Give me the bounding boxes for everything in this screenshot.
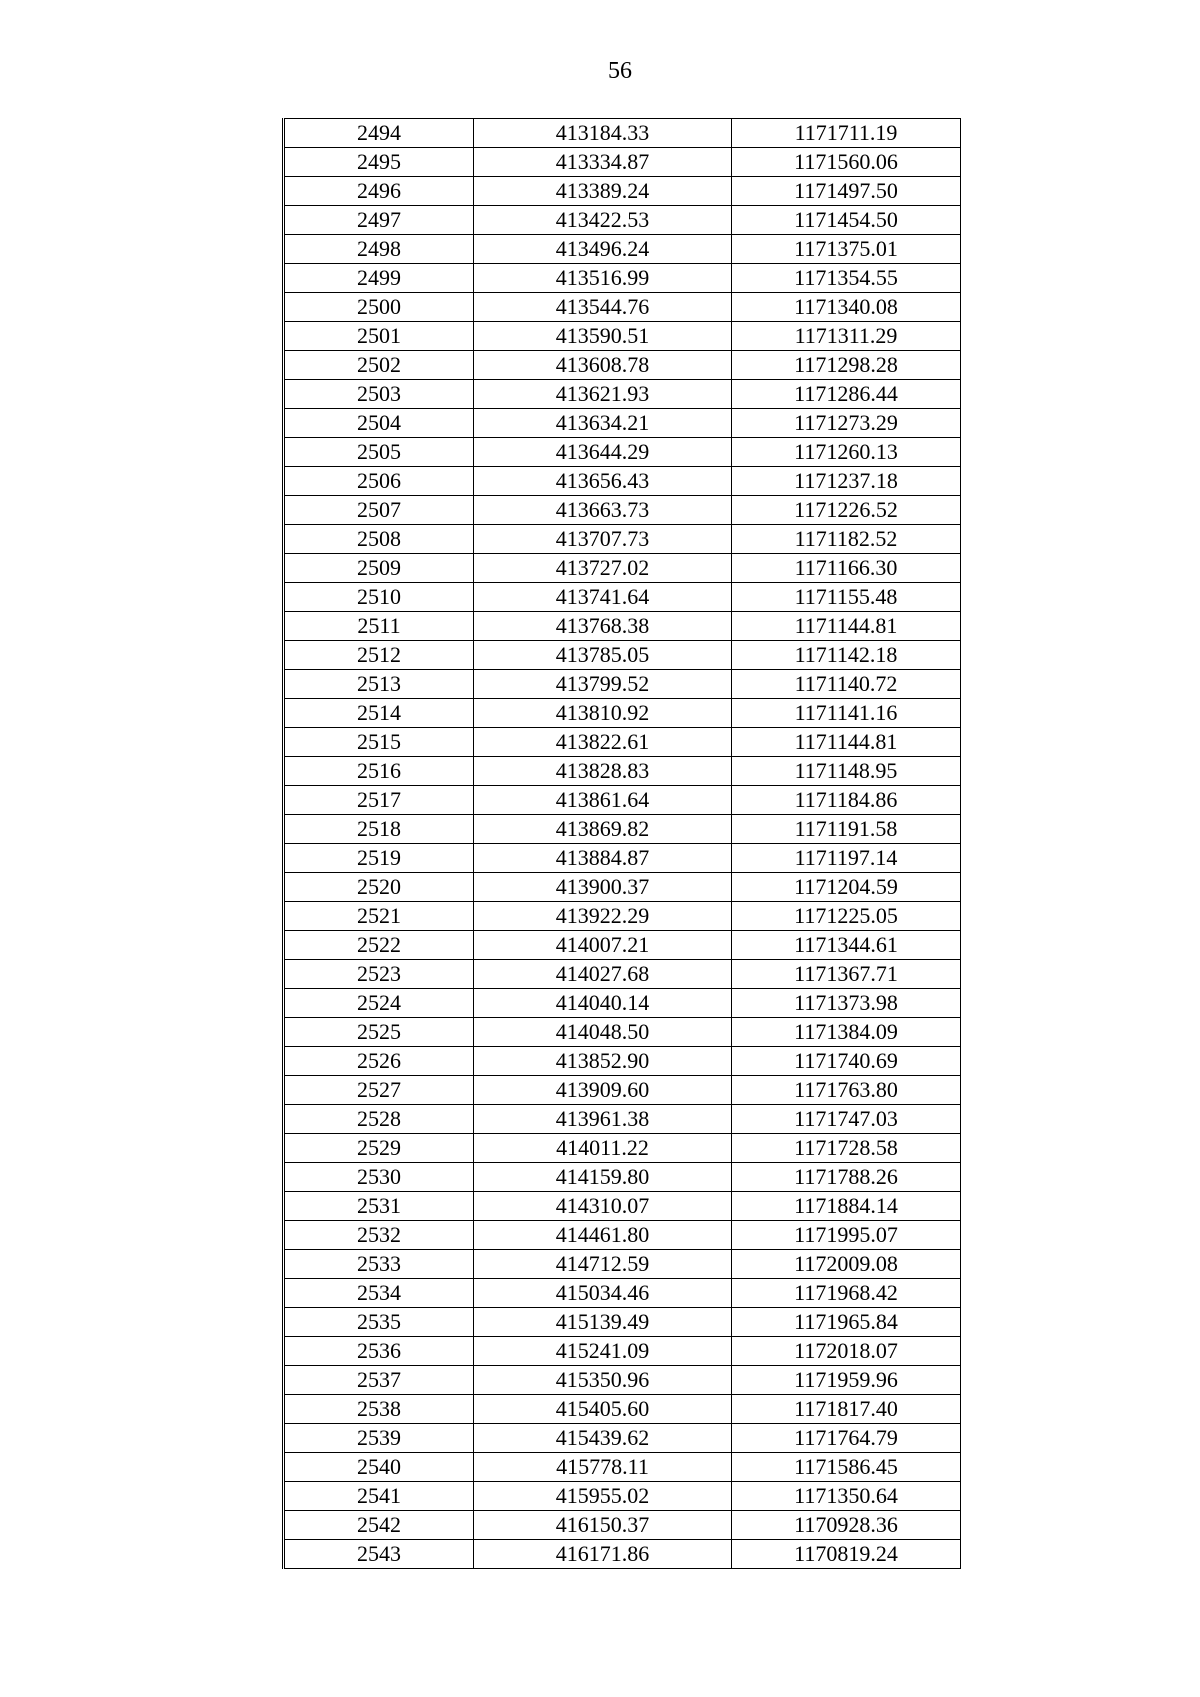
table-row: [284, 1511, 961, 1540]
y-coordinate-cell: 1171191.58: [732, 815, 961, 844]
y-coordinate-cell: 1171182.52: [732, 525, 961, 554]
point-number-cell: 2528: [284, 1105, 474, 1134]
x-coordinate-cell: 413663.73: [474, 496, 732, 525]
table-row: [284, 1076, 961, 1105]
x-coordinate-cell: 413810.92: [474, 699, 732, 728]
table-row: [284, 931, 961, 960]
point-number-cell: 2506: [284, 467, 474, 496]
x-coordinate-cell: 413544.76: [474, 293, 732, 322]
table-row: [284, 525, 961, 554]
page-number: 56: [608, 58, 632, 84]
x-coordinate-cell: 413334.87: [474, 148, 732, 177]
point-number-cell: 2527: [284, 1076, 474, 1105]
y-coordinate-cell: 1171273.29: [732, 409, 961, 438]
x-coordinate-cell: 414159.80: [474, 1163, 732, 1192]
coordinates-table: [282, 118, 961, 1569]
point-number-cell: 2518: [284, 815, 474, 844]
x-coordinate-cell: 413900.37: [474, 873, 732, 902]
point-number-cell: 2533: [284, 1250, 474, 1279]
x-coordinate-cell: 415405.60: [474, 1395, 732, 1424]
table-row: [284, 206, 961, 235]
x-coordinate-cell: 413389.24: [474, 177, 732, 206]
point-number-cell: 2495: [284, 148, 474, 177]
y-coordinate-cell: 1171586.45: [732, 1453, 961, 1482]
y-coordinate-cell: 1171764.79: [732, 1424, 961, 1453]
y-coordinate-cell: 1171141.16: [732, 699, 961, 728]
table-row: [284, 873, 961, 902]
point-number-cell: 2494: [284, 119, 474, 148]
table-row: [284, 989, 961, 1018]
point-number-cell: 2537: [284, 1366, 474, 1395]
x-coordinate-cell: 413727.02: [474, 554, 732, 583]
point-number-cell: 2543: [284, 1540, 474, 1569]
table-row: [284, 1047, 961, 1076]
table-body: [284, 119, 961, 1569]
y-coordinate-cell: 1171968.42: [732, 1279, 961, 1308]
table-row: [284, 1453, 961, 1482]
table-row: [284, 641, 961, 670]
x-coordinate-cell: 413516.99: [474, 264, 732, 293]
table-row: [284, 1279, 961, 1308]
point-number-cell: 2541: [284, 1482, 474, 1511]
x-coordinate-cell: 413852.90: [474, 1047, 732, 1076]
x-coordinate-cell: 413741.64: [474, 583, 732, 612]
point-number-cell: 2510: [284, 583, 474, 612]
y-coordinate-cell: 1171497.50: [732, 177, 961, 206]
table-row: [284, 235, 961, 264]
table-row: [284, 293, 961, 322]
table-row: [284, 1105, 961, 1134]
y-coordinate-cell: 1171959.96: [732, 1366, 961, 1395]
point-number-cell: 2521: [284, 902, 474, 931]
point-number-cell: 2499: [284, 264, 474, 293]
point-number-cell: 2501: [284, 322, 474, 351]
x-coordinate-cell: 413828.83: [474, 757, 732, 786]
table-row: [284, 757, 961, 786]
table-row: [284, 380, 961, 409]
x-coordinate-cell: 413799.52: [474, 670, 732, 699]
y-coordinate-cell: 1171354.55: [732, 264, 961, 293]
y-coordinate-cell: 1171226.52: [732, 496, 961, 525]
table-row: [284, 438, 961, 467]
x-coordinate-cell: 413608.78: [474, 351, 732, 380]
x-coordinate-cell: 413621.93: [474, 380, 732, 409]
y-coordinate-cell: 1171344.61: [732, 931, 961, 960]
point-number-cell: 2505: [284, 438, 474, 467]
y-coordinate-cell: 1171788.26: [732, 1163, 961, 1192]
table-row: [284, 264, 961, 293]
point-number-cell: 2512: [284, 641, 474, 670]
x-coordinate-cell: 413644.29: [474, 438, 732, 467]
point-number-cell: 2519: [284, 844, 474, 873]
table-row: [284, 728, 961, 757]
x-coordinate-cell: 415139.49: [474, 1308, 732, 1337]
table-row: [284, 670, 961, 699]
y-coordinate-cell: 1171384.09: [732, 1018, 961, 1047]
table-row: [284, 1395, 961, 1424]
table-row: [284, 554, 961, 583]
y-coordinate-cell: 1171817.40: [732, 1395, 961, 1424]
table-row: [284, 1308, 961, 1337]
point-number-cell: 2534: [284, 1279, 474, 1308]
y-coordinate-cell: 1171144.81: [732, 612, 961, 641]
y-coordinate-cell: 1171155.48: [732, 583, 961, 612]
x-coordinate-cell: 413184.33: [474, 119, 732, 148]
point-number-cell: 2524: [284, 989, 474, 1018]
table-row: [284, 1366, 961, 1395]
y-coordinate-cell: 1171995.07: [732, 1221, 961, 1250]
y-coordinate-cell: 1172009.08: [732, 1250, 961, 1279]
point-number-cell: 2535: [284, 1308, 474, 1337]
point-number-cell: 2520: [284, 873, 474, 902]
y-coordinate-cell: 1171140.72: [732, 670, 961, 699]
x-coordinate-cell: 415350.96: [474, 1366, 732, 1395]
point-number-cell: 2500: [284, 293, 474, 322]
y-coordinate-cell: 1171184.86: [732, 786, 961, 815]
x-coordinate-cell: 415439.62: [474, 1424, 732, 1453]
x-coordinate-cell: 414712.59: [474, 1250, 732, 1279]
point-number-cell: 2496: [284, 177, 474, 206]
y-coordinate-cell: 1171225.05: [732, 902, 961, 931]
point-number-cell: 2509: [284, 554, 474, 583]
table-row: [284, 467, 961, 496]
x-coordinate-cell: 414461.80: [474, 1221, 732, 1250]
y-coordinate-cell: 1171454.50: [732, 206, 961, 235]
table-row: [284, 612, 961, 641]
table-row: [284, 786, 961, 815]
table-row: [284, 119, 961, 148]
table-row: [284, 177, 961, 206]
x-coordinate-cell: 413884.87: [474, 844, 732, 873]
point-number-cell: 2531: [284, 1192, 474, 1221]
x-coordinate-cell: 413869.82: [474, 815, 732, 844]
x-coordinate-cell: 414310.07: [474, 1192, 732, 1221]
point-number-cell: 2503: [284, 380, 474, 409]
point-number-cell: 2514: [284, 699, 474, 728]
y-coordinate-cell: 1171340.08: [732, 293, 961, 322]
y-coordinate-cell: 1171142.18: [732, 641, 961, 670]
y-coordinate-cell: 1171747.03: [732, 1105, 961, 1134]
point-number-cell: 2511: [284, 612, 474, 641]
y-coordinate-cell: 1171350.64: [732, 1482, 961, 1511]
x-coordinate-cell: 414040.14: [474, 989, 732, 1018]
y-coordinate-cell: 1171728.58: [732, 1134, 961, 1163]
y-coordinate-cell: 1171965.84: [732, 1308, 961, 1337]
x-coordinate-cell: 413768.38: [474, 612, 732, 641]
x-coordinate-cell: 414007.21: [474, 931, 732, 960]
table-row: [284, 1482, 961, 1511]
x-coordinate-cell: 413909.60: [474, 1076, 732, 1105]
point-number-cell: 2516: [284, 757, 474, 786]
table-row: [284, 1134, 961, 1163]
point-number-cell: 2525: [284, 1018, 474, 1047]
y-coordinate-cell: 1171286.44: [732, 380, 961, 409]
table-row: [284, 699, 961, 728]
point-number-cell: 2529: [284, 1134, 474, 1163]
y-coordinate-cell: 1171311.29: [732, 322, 961, 351]
y-coordinate-cell: 1171740.69: [732, 1047, 961, 1076]
x-coordinate-cell: 415034.46: [474, 1279, 732, 1308]
table-row: [284, 1424, 961, 1453]
point-number-cell: 2507: [284, 496, 474, 525]
y-coordinate-cell: 1171375.01: [732, 235, 961, 264]
x-coordinate-cell: 415241.09: [474, 1337, 732, 1366]
x-coordinate-cell: 413422.53: [474, 206, 732, 235]
x-coordinate-cell: 414027.68: [474, 960, 732, 989]
point-number-cell: 2498: [284, 235, 474, 264]
y-coordinate-cell: 1171884.14: [732, 1192, 961, 1221]
point-number-cell: 2526: [284, 1047, 474, 1076]
x-coordinate-cell: 413634.21: [474, 409, 732, 438]
y-coordinate-cell: 1171367.71: [732, 960, 961, 989]
table-row: [284, 322, 961, 351]
point-number-cell: 2508: [284, 525, 474, 554]
point-number-cell: 2540: [284, 1453, 474, 1482]
y-coordinate-cell: 1171298.28: [732, 351, 961, 380]
y-coordinate-cell: 1171148.95: [732, 757, 961, 786]
x-coordinate-cell: 416171.86: [474, 1540, 732, 1569]
y-coordinate-cell: 1171197.14: [732, 844, 961, 873]
x-coordinate-cell: 416150.37: [474, 1511, 732, 1540]
x-coordinate-cell: 415955.02: [474, 1482, 732, 1511]
point-number-cell: 2502: [284, 351, 474, 380]
table-row: [284, 351, 961, 380]
point-number-cell: 2532: [284, 1221, 474, 1250]
x-coordinate-cell: 413590.51: [474, 322, 732, 351]
y-coordinate-cell: 1171204.59: [732, 873, 961, 902]
y-coordinate-cell: 1170928.36: [732, 1511, 961, 1540]
point-number-cell: 2513: [284, 670, 474, 699]
table-row: [284, 1163, 961, 1192]
point-number-cell: 2517: [284, 786, 474, 815]
y-coordinate-cell: 1171373.98: [732, 989, 961, 1018]
table-row: [284, 815, 961, 844]
y-coordinate-cell: 1171166.30: [732, 554, 961, 583]
table-row: [284, 1540, 961, 1569]
y-coordinate-cell: 1171763.80: [732, 1076, 961, 1105]
x-coordinate-cell: 415778.11: [474, 1453, 732, 1482]
point-number-cell: 2504: [284, 409, 474, 438]
table-row: [284, 1337, 961, 1366]
table-row: [284, 1250, 961, 1279]
point-number-cell: 2522: [284, 931, 474, 960]
x-coordinate-cell: 413922.29: [474, 902, 732, 931]
x-coordinate-cell: 414048.50: [474, 1018, 732, 1047]
table-row: [284, 409, 961, 438]
y-coordinate-cell: 1170819.24: [732, 1540, 961, 1569]
table-row: [284, 1221, 961, 1250]
table-row: [284, 583, 961, 612]
point-number-cell: 2515: [284, 728, 474, 757]
table-row: [284, 960, 961, 989]
x-coordinate-cell: 414011.22: [474, 1134, 732, 1163]
point-number-cell: 2538: [284, 1395, 474, 1424]
point-number-cell: 2539: [284, 1424, 474, 1453]
table-row: [284, 1018, 961, 1047]
y-coordinate-cell: 1171560.06: [732, 148, 961, 177]
x-coordinate-cell: 413822.61: [474, 728, 732, 757]
point-number-cell: 2523: [284, 960, 474, 989]
y-coordinate-cell: 1171711.19: [732, 119, 961, 148]
x-coordinate-cell: 413656.43: [474, 467, 732, 496]
y-coordinate-cell: 1171144.81: [732, 728, 961, 757]
y-coordinate-cell: 1171237.18: [732, 467, 961, 496]
table-row: [284, 148, 961, 177]
y-coordinate-cell: 1172018.07: [732, 1337, 961, 1366]
point-number-cell: 2530: [284, 1163, 474, 1192]
x-coordinate-cell: 413785.05: [474, 641, 732, 670]
x-coordinate-cell: 413496.24: [474, 235, 732, 264]
point-number-cell: 2536: [284, 1337, 474, 1366]
x-coordinate-cell: 413707.73: [474, 525, 732, 554]
y-coordinate-cell: 1171260.13: [732, 438, 961, 467]
point-number-cell: 2542: [284, 1511, 474, 1540]
table-row: [284, 1192, 961, 1221]
table-row: [284, 844, 961, 873]
x-coordinate-cell: 413961.38: [474, 1105, 732, 1134]
point-number-cell: 2497: [284, 206, 474, 235]
table-row: [284, 902, 961, 931]
table-row: [284, 496, 961, 525]
x-coordinate-cell: 413861.64: [474, 786, 732, 815]
